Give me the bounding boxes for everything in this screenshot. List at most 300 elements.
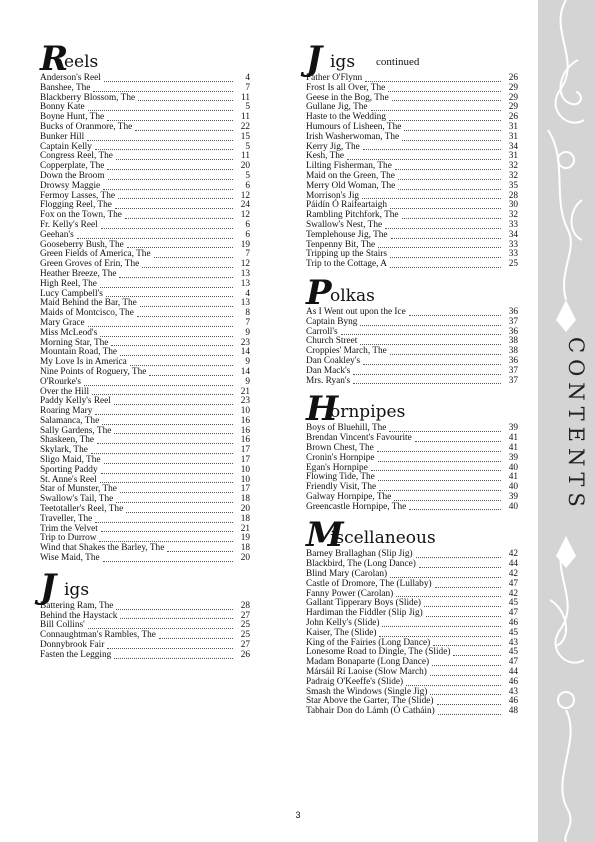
toc-entry-page: 26: [508, 73, 518, 83]
section-title: igs: [64, 579, 90, 600]
dot-leader: [87, 140, 233, 141]
toc-entry-title: St. Anne's Reel: [40, 474, 97, 485]
toc-entry-title: Madam Bonaparte (Long Dance): [306, 657, 430, 668]
toc-entry-page: 34: [508, 229, 518, 240]
toc-entry-page: 37: [508, 365, 518, 376]
dot-leader: [77, 238, 233, 239]
toc-entry-page: 16: [240, 425, 250, 436]
toc-entry-title: Fox on the Town, The: [40, 210, 122, 221]
toc-entry-title: Lucy Campbell's: [40, 288, 103, 299]
dot-leader: [435, 587, 501, 588]
toc-entry-page: 6: [245, 180, 250, 191]
toc-entry-page: 34: [508, 141, 518, 152]
toc-entry[interactable]: [304, 377, 518, 387]
toc-entry-title: Carroll's: [306, 326, 338, 337]
toc-entry-page: 43: [508, 637, 518, 648]
section-jigs-continued: [304, 39, 518, 270]
toc-entry-page: 41: [508, 442, 518, 453]
dot-leader: [104, 463, 233, 464]
toc-entry-title: O'Rourke's: [40, 376, 82, 387]
dot-leader: [378, 247, 501, 248]
toc-entry-title: Morrison's Jig: [306, 190, 360, 201]
dot-leader: [154, 257, 233, 258]
dot-leader: [430, 694, 501, 695]
toc-entry-page: 12: [240, 259, 250, 270]
toc-entry-title: Captain Kelly: [40, 141, 92, 152]
dot-leader: [101, 531, 233, 532]
toc-entry[interactable]: [304, 260, 518, 270]
dot-leader: [107, 648, 233, 649]
toc-entry-title: Congress Reel, The: [40, 151, 113, 162]
dot-leader: [419, 567, 501, 568]
toc-entry-page: 36: [508, 355, 518, 366]
toc-entry-page: 12: [240, 190, 250, 201]
dot-leader: [101, 228, 233, 229]
toc-entry-title: Brendan Vincent's Favourite: [306, 433, 412, 444]
toc-entry-page: 4: [245, 73, 250, 83]
dot-leader: [347, 159, 501, 160]
dot-leader: [371, 110, 501, 111]
toc-entry-page: 42: [508, 549, 518, 560]
toc-entry-page: 40: [508, 482, 518, 493]
dot-leader: [108, 179, 233, 180]
toc-entry-page: 25: [508, 259, 518, 270]
toc-entry-page: 41: [508, 472, 518, 483]
toc-entry-page: 8: [245, 308, 250, 319]
dot-leader: [395, 169, 501, 170]
toc-entry-page: 33: [508, 249, 518, 260]
dot-leader: [120, 492, 233, 493]
toc-entry-title: Maid Behind the Bar, The: [40, 298, 137, 309]
toc-entry-title: Captain Byng: [306, 316, 358, 327]
section-initial: P: [306, 272, 332, 313]
dot-leader: [91, 453, 233, 454]
dot-leader: [378, 461, 501, 462]
toc-entry-page: 24: [240, 200, 250, 211]
toc-entry-page: 13: [240, 278, 250, 289]
toc-entry-title: Father O'Flynn: [306, 73, 363, 83]
toc-entry-page: 9: [245, 357, 250, 368]
toc-entry-title: Mary Grace: [40, 317, 85, 328]
section-title: olkas: [330, 285, 375, 306]
section-initial: R: [40, 39, 69, 79]
dot-leader: [95, 149, 233, 150]
dot-leader: [140, 306, 233, 307]
toc-entry-title: Lilting Fisherman, The: [306, 161, 392, 172]
dot-leader: [114, 433, 233, 434]
toc-entry-page: 38: [508, 336, 518, 347]
dot-leader: [389, 120, 501, 121]
toc-entry-title: Miss McLeod's: [40, 327, 98, 338]
toc-entry-page: 13: [240, 298, 250, 309]
toc-entry-page: 46: [508, 696, 518, 707]
toc-entry-page: 31: [508, 121, 518, 132]
dot-leader: [130, 365, 233, 366]
toc-entry-page: 23: [240, 337, 250, 348]
toc-entry-page: 5: [245, 102, 250, 113]
toc-entry[interactable]: [38, 554, 250, 564]
dot-leader: [137, 316, 233, 317]
dot-leader: [159, 638, 233, 639]
toc-entry-page: 17: [240, 445, 250, 456]
dot-leader: [389, 431, 501, 432]
dot-leader: [404, 130, 501, 131]
toc-entry-title: Gallant Tipperary Boys (Slide): [306, 598, 421, 609]
dot-leader: [398, 179, 501, 180]
dot-leader: [88, 326, 233, 327]
dot-leader: [95, 414, 233, 415]
toc-entry-page: 46: [508, 618, 518, 629]
toc-entry-title: Sporting Paddy: [40, 464, 98, 475]
toc-entry-page: 26: [508, 112, 518, 123]
dot-leader: [394, 500, 501, 501]
section-title: eels: [64, 52, 99, 72]
dot-leader: [149, 375, 233, 376]
section-initial: H: [306, 389, 339, 430]
dot-leader: [111, 345, 233, 346]
contents-left-column: [38, 39, 250, 661]
toc-entry-title: Blackberry Blossom, The: [40, 92, 136, 103]
toc-entry-page: 17: [240, 484, 250, 495]
dot-leader: [390, 208, 501, 209]
toc-entry-title: Geese in the Bog, The: [306, 92, 389, 103]
toc-entry-title: Gullane Jig, The: [306, 102, 368, 113]
toc-entry-page: 6: [245, 219, 250, 230]
toc-entry[interactable]: [38, 651, 250, 661]
dot-leader: [353, 374, 501, 375]
dot-leader: [115, 208, 233, 209]
toc-entry-title: Sally Gardens, The: [40, 425, 112, 436]
toc-entry-page: 22: [240, 121, 250, 132]
dot-leader: [365, 81, 501, 82]
dot-leader: [88, 110, 233, 111]
toc-entry-title: Padraig O'Keeffe's (Slide): [306, 676, 404, 687]
toc-entry-page: 41: [508, 433, 518, 444]
toc-entry-page: 23: [240, 396, 250, 407]
toc-entry-page: 9: [245, 327, 250, 338]
dot-leader: [100, 482, 233, 483]
dot-leader: [390, 257, 501, 258]
toc-entry-title: Kesh, The: [306, 151, 345, 162]
toc-entry-title: High Reel, The: [40, 278, 97, 289]
dot-leader: [116, 609, 233, 610]
toc-entry-page: 31: [508, 131, 518, 142]
toc-entry-page: 36: [508, 306, 518, 317]
dot-leader: [360, 344, 501, 345]
section-jigs: [38, 566, 250, 661]
dot-leader: [120, 618, 233, 619]
toc-entry-title: Flowing Tide, The: [306, 472, 375, 483]
toc-entry-title: Anderson's Reel: [40, 73, 101, 83]
toc-entry-page: 46: [508, 676, 518, 687]
toc-entry-page: 5: [245, 170, 250, 181]
toc-entry-title: Skylark, The: [40, 445, 88, 456]
toc-entry-page: 27: [240, 610, 250, 621]
toc-entry-title: Tabhair Don do Lámh (Ó Catháin): [306, 706, 435, 717]
toc-entry-title: Tenpenny Bit, The: [306, 239, 376, 250]
toc-entry-title: Egan's Hornpipe: [306, 462, 368, 473]
dot-leader: [99, 541, 233, 542]
toc-entry-page: 33: [508, 219, 518, 230]
toc-entry-title: Morning Star, The: [40, 337, 109, 348]
toc-entry-page: 43: [508, 686, 518, 697]
toc-entry-title: Trip to Durrow: [40, 533, 97, 544]
dot-leader: [353, 383, 501, 384]
dot-leader: [453, 655, 501, 656]
toc-entry-page: 28: [240, 600, 250, 611]
toc-entry-title: Castle of Dromore, The (Lullaby): [306, 578, 432, 589]
toc-entry-page: 29: [508, 82, 518, 93]
toc-entry[interactable]: [304, 503, 518, 513]
dot-leader: [116, 159, 233, 160]
toc-entry-title: Banshee, The: [40, 82, 91, 93]
toc-entry-page: 11: [241, 92, 250, 103]
dot-leader: [415, 441, 501, 442]
toc-entry-title: Boyne Hunt, The: [40, 112, 105, 123]
toc-entry-title: Fr. Kelly's Reel: [40, 219, 98, 230]
toc-entry[interactable]: [304, 707, 518, 717]
dot-leader: [409, 315, 501, 316]
section-reels: [38, 39, 250, 564]
dot-leader: [84, 385, 233, 386]
toc-entry-title: Fermoy Lasses, The: [40, 190, 115, 201]
dot-leader: [167, 551, 233, 552]
section-initial: J: [306, 39, 323, 79]
dot-leader: [125, 218, 233, 219]
toc-entry-page: 6: [245, 229, 250, 240]
toc-entry-title: Mountain Road, The: [40, 347, 118, 358]
toc-entry-title: Gooseberry Bush, The: [40, 239, 124, 250]
dot-leader: [377, 451, 501, 452]
section-title: iscellaneous: [330, 528, 436, 549]
toc-entry-title: John Kelly's (Slide): [306, 618, 380, 629]
toc-entry-page: 42: [508, 588, 518, 599]
toc-entry-page: 48: [508, 706, 518, 717]
contents-side-title: CONTENTS: [564, 337, 588, 513]
toc-entry-page: 40: [508, 462, 518, 473]
toc-entry-page: 39: [508, 423, 518, 434]
toc-entry-page: 7: [245, 249, 250, 260]
section-continued-label: continued: [376, 56, 420, 68]
toc-entry-page: 28: [508, 190, 518, 201]
section-initial: M: [306, 515, 344, 556]
toc-entry-title: Galway Hornpipe, The: [306, 491, 392, 502]
dot-leader: [107, 120, 233, 121]
toc-entry-title: Hardiman the Fiddler (Slip Jig): [306, 608, 423, 619]
toc-entry-title: Traveller, The: [40, 513, 93, 524]
dot-leader: [100, 336, 233, 337]
toc-entry-title: Bill Collins': [40, 620, 85, 631]
page-number: 3: [295, 810, 301, 820]
toc-entry-title: Trip to the Cottage, A: [306, 259, 388, 270]
dot-leader: [426, 616, 501, 617]
toc-entry-title: Croppies' March, The: [306, 346, 387, 357]
toc-entry-title: Brown Chest, The: [306, 442, 374, 453]
dot-leader: [379, 490, 501, 491]
toc-entry-title: Green Groves of Erin, The: [40, 259, 140, 270]
toc-entry-title: Bonny Kate: [40, 102, 85, 113]
dot-leader: [398, 189, 501, 190]
section-title: igs: [330, 52, 356, 72]
dot-leader: [104, 81, 233, 82]
dot-leader: [126, 512, 233, 513]
dot-leader: [382, 626, 501, 627]
toc-entry-page: 27: [240, 640, 250, 651]
dot-leader: [402, 218, 501, 219]
toc-entry-page: 5: [245, 141, 250, 152]
toc-entry-title: Barney Brallaghan (Slip Jig): [306, 549, 413, 560]
dot-leader: [390, 577, 501, 578]
toc-entry-title: My Love Is in America: [40, 357, 127, 368]
toc-entry-page: 47: [508, 578, 518, 589]
toc-entry-page: 21: [240, 523, 250, 534]
toc-entry-page: 18: [240, 543, 250, 554]
dot-leader: [138, 100, 233, 101]
dot-leader: [118, 198, 233, 199]
toc-entry-title: Bucks of Oranmore, The: [40, 121, 133, 132]
dot-leader: [107, 169, 233, 170]
toc-entry-title: Dan Coakley's: [306, 355, 361, 366]
toc-entry-title: Lonesome Road to Dingle, The (Slide): [306, 647, 451, 658]
dot-leader: [102, 424, 233, 425]
toc-entry-page: 30: [508, 200, 518, 211]
toc-entry-page: 38: [508, 346, 518, 357]
dot-leader: [437, 704, 501, 705]
toc-entry-title: Smash the Windows (Single Jig): [306, 686, 428, 697]
dot-leader: [406, 685, 501, 686]
dot-leader: [390, 354, 501, 355]
toc-entry-title: Wind that Shakes the Barley, The: [40, 543, 165, 554]
dot-leader: [378, 480, 501, 481]
toc-entry-page: 44: [508, 667, 518, 678]
toc-entry-page: 39: [508, 491, 518, 502]
toc-entry-title: Church Street: [306, 336, 358, 347]
toc-entry-title: Friendly Visit, The: [306, 482, 377, 493]
toc-entry-page: 11: [241, 151, 250, 162]
dot-leader: [88, 628, 233, 629]
toc-entry-page: 16: [240, 435, 250, 446]
toc-entry-title: Frost Is all Over, The: [306, 82, 386, 93]
dot-leader: [95, 522, 233, 523]
dot-leader: [390, 267, 501, 268]
toc-entry-title: Kerry Jig, The: [306, 141, 360, 152]
toc-entry-title: Copperplate, The: [40, 161, 105, 172]
toc-entry-title: Nine Points of Roguery, The: [40, 366, 147, 377]
toc-entry-title: Trim the Velvet: [40, 523, 98, 534]
dot-leader: [363, 364, 501, 365]
toc-entry-page: 9: [245, 376, 250, 387]
toc-entry-page: 47: [508, 608, 518, 619]
toc-entry-page: 26: [240, 649, 250, 660]
dot-leader: [114, 658, 233, 659]
toc-entry-title: Templehouse Jig, The: [306, 229, 388, 240]
dot-leader: [114, 404, 233, 405]
toc-entry-title: Greencastle Hornpipe, The: [306, 501, 407, 512]
toc-entry-page: 40: [508, 501, 518, 512]
toc-entry-page: 18: [240, 494, 250, 505]
toc-entry-page: 7: [245, 82, 250, 93]
toc-entry-page: 36: [508, 326, 518, 337]
toc-entry-title: Blackbird, The (Long Dance): [306, 559, 416, 570]
toc-entry-title: Bunker Hill: [40, 131, 85, 142]
dot-leader: [438, 714, 501, 715]
toc-entry-title: As I Went out upon the Ice: [306, 306, 406, 317]
dot-leader: [120, 355, 233, 356]
toc-entry-title: Merry Old Woman, The: [306, 180, 396, 191]
toc-entry-page: 4: [245, 288, 250, 299]
toc-entry-title: King of the Fairies (Long Dance): [306, 637, 431, 648]
toc-entry-title: Swallow's Tail, The: [40, 494, 114, 505]
dot-leader: [103, 189, 233, 190]
dot-leader: [430, 675, 501, 676]
toc-entry-page: 45: [508, 647, 518, 658]
dot-leader: [363, 149, 501, 150]
toc-entry-title: Mrs. Ryan's: [306, 375, 351, 386]
toc-entry-title: Star of Munster, The: [40, 484, 117, 495]
toc-entry-page: 44: [508, 559, 518, 570]
toc-entry-title: Star Above the Garter, The (Slide): [306, 696, 434, 707]
toc-entry-page: 32: [508, 161, 518, 172]
toc-entry-page: 37: [508, 375, 518, 386]
contents-right-column: [304, 39, 518, 717]
dot-leader: [106, 296, 233, 297]
toc-entry-page: 45: [508, 598, 518, 609]
dot-leader: [391, 238, 501, 239]
dot-leader: [116, 502, 233, 503]
toc-entry-title: Cronin's Hornpipe: [306, 452, 375, 463]
toc-entry-title: Roaring Mary: [40, 406, 93, 417]
dot-leader: [135, 130, 233, 131]
toc-entry-page: 21: [240, 386, 250, 397]
toc-entry-title: Fasten the Legging: [40, 649, 112, 660]
section-title: ornpipes: [330, 402, 406, 423]
toc-entry-title: Shaskeen, The: [40, 435, 95, 446]
dot-leader: [119, 277, 233, 278]
toc-entry-title: Paddy Kelly's Reel: [40, 396, 111, 407]
dot-leader: [379, 636, 501, 637]
toc-entry-page: 47: [508, 657, 518, 668]
dot-leader: [416, 557, 501, 558]
toc-entry-page: 14: [240, 347, 250, 358]
toc-entry-page: 20: [240, 553, 250, 564]
toc-entry-page: 10: [240, 474, 250, 485]
toc-entry-title: Blind Mary (Carolan): [306, 569, 388, 580]
section-initial: J: [40, 566, 57, 607]
toc-entry-page: 25: [240, 630, 250, 641]
toc-entry-title: Tripping up the Stairs: [306, 249, 388, 260]
toc-entry-page: 17: [240, 455, 250, 466]
toc-entry-title: Behind the Haystack: [40, 610, 118, 621]
dot-leader: [142, 267, 233, 268]
toc-entry-title: Maid on the Green, The: [306, 170, 395, 181]
toc-entry-title: Boys of Bluehill, The: [306, 423, 387, 434]
dot-leader: [341, 334, 501, 335]
toc-entry-title: Maids of Montcisco, The: [40, 308, 134, 319]
toc-entry-page: 25: [240, 620, 250, 631]
toc-entry-page: 31: [508, 151, 518, 162]
toc-entry-page: 19: [240, 533, 250, 544]
toc-entry-title: Kaiser, The (Slide): [306, 627, 377, 638]
toc-entry-title: Sligo Maid, The: [40, 455, 101, 466]
dot-leader: [92, 394, 233, 395]
dot-leader: [371, 470, 501, 471]
toc-entry-page: 29: [508, 102, 518, 113]
dot-leader: [100, 287, 233, 288]
dot-leader: [101, 473, 233, 474]
toc-entry-title: Geehan's: [40, 229, 74, 240]
toc-entry-page: 42: [508, 569, 518, 580]
toc-entry-title: Humours of Lisheen, The: [306, 121, 402, 132]
